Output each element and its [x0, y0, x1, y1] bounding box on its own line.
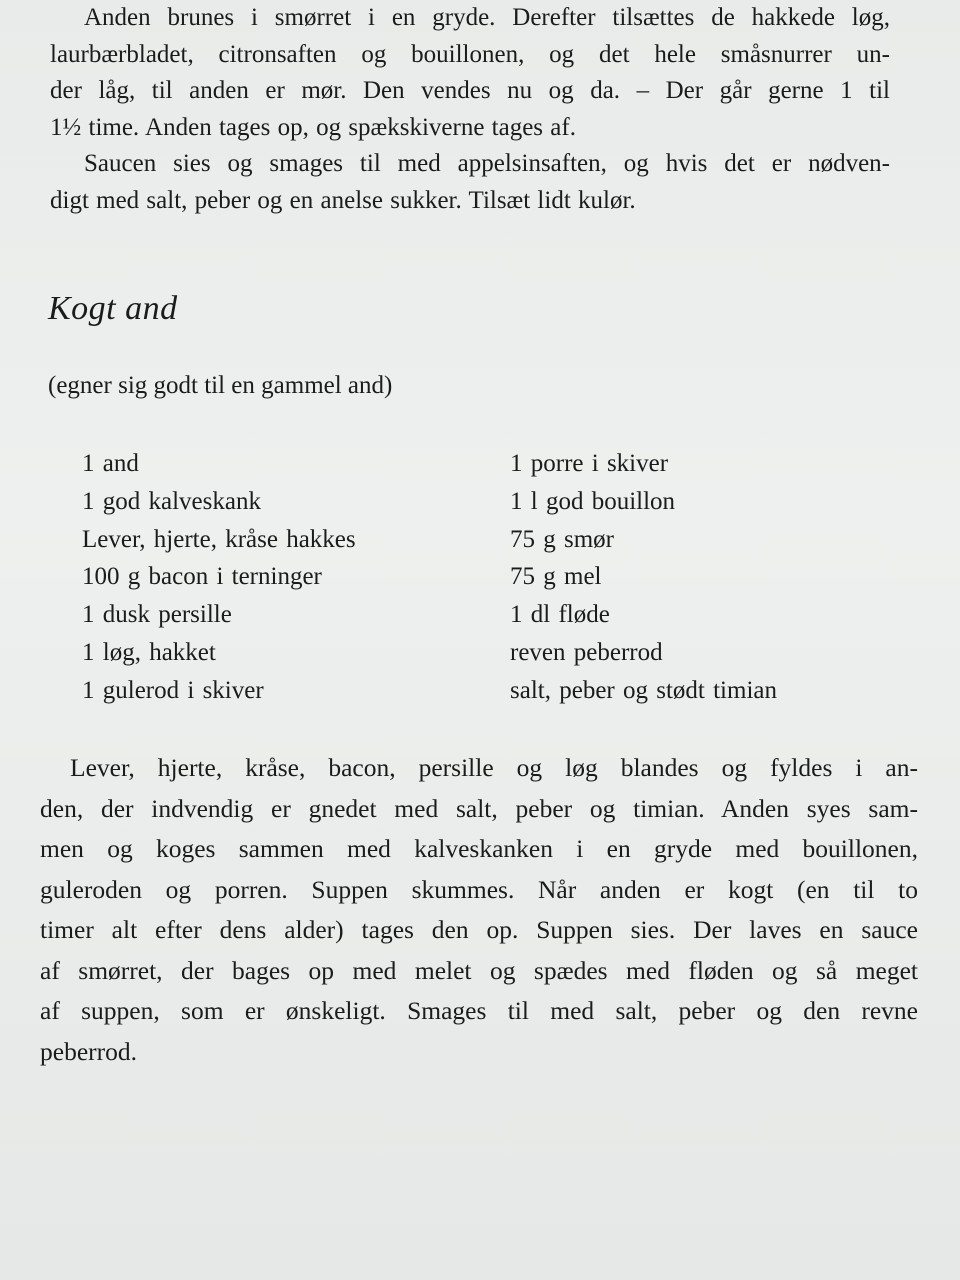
paragraph-sauce	[50, 146, 890, 219]
recipe-method	[40, 748, 918, 1072]
text-line: peberrod.	[40, 1036, 137, 1066]
recipe-subtitle: (egner sig godt til en gammel and)	[48, 372, 393, 399]
ingredients-list-right	[510, 445, 777, 710]
ingredient-item: 100 g bacon i terninger	[82, 563, 322, 591]
ingredient-item: 1 løg, hakket	[82, 638, 216, 666]
ingredient-item: 1 l god bouillon	[510, 487, 676, 515]
text-line: laurbærbladet, citronsaften og bouillonen, og det hele småsnurrer un-	[50, 40, 890, 68]
ingredient-item: 1 and	[82, 450, 139, 477]
text-line: Lever, hjerte, kråse, bacon, persille og løg blandes og fyldes i an-	[70, 753, 918, 782]
text-line: den, der indvendig er gnedet med salt, peber og timian. Anden syes sam-	[40, 793, 918, 823]
ingredient-item: 75 g smør	[510, 525, 614, 553]
text-line: men og koges sammen med kalveskanken i en gryde med bouillonen,	[40, 834, 918, 863]
ingredient-item: 1 god kalveskank	[82, 487, 261, 515]
paragraph-browning	[50, 0, 890, 146]
ingredient-item: 75 g mel	[510, 563, 602, 591]
ingredient-item: salt, peber og stødt timian	[510, 676, 777, 704]
ingredients-list-left	[82, 445, 356, 710]
recipe-title: Kogt and	[48, 290, 178, 327]
ingredient-item: Lever, hjerte, kråse hakkes	[82, 525, 356, 553]
ingredient-item: reven peberrod	[510, 638, 663, 666]
text-line: digt med salt, peber og en anelse sukker. Tilsæt lidt kulør.	[50, 186, 636, 214]
text-line: Saucen sies og smages til med appelsinsaften, og hvis det er nødven-	[84, 150, 890, 177]
text-line: af smørret, der bages op med melet og spædes med fløden og så meget	[40, 955, 918, 985]
ingredient-item: 1 dl fløde	[510, 601, 610, 629]
text-line: timer alt efter dens alder) tages den op. Suppen sies. Der laves en sauce	[40, 915, 918, 944]
text-line: 1½ time. Anden tages op, og spækskiverne tages af.	[50, 113, 576, 141]
ingredient-item: 1 porre i skiver	[510, 450, 669, 477]
text-line: guleroden og porren. Suppen skummes. Når anden er kogt (en til to	[40, 874, 918, 904]
text-line: af suppen, som er ønskeligt. Smages til med salt, peber og den revne	[40, 996, 918, 1025]
ingredient-item: 1 gulerod i skiver	[82, 676, 264, 704]
previous-recipe-continuation	[50, 0, 890, 219]
ingredient-item: 1 dusk persille	[82, 601, 232, 629]
text-line: Anden brunes i smørret i en gryde. Derefter tilsættes de hakkede løg,	[84, 4, 890, 31]
text-line: der låg, til anden er mør. Den vendes nu og da. – Der går gerne 1 til	[50, 77, 890, 104]
